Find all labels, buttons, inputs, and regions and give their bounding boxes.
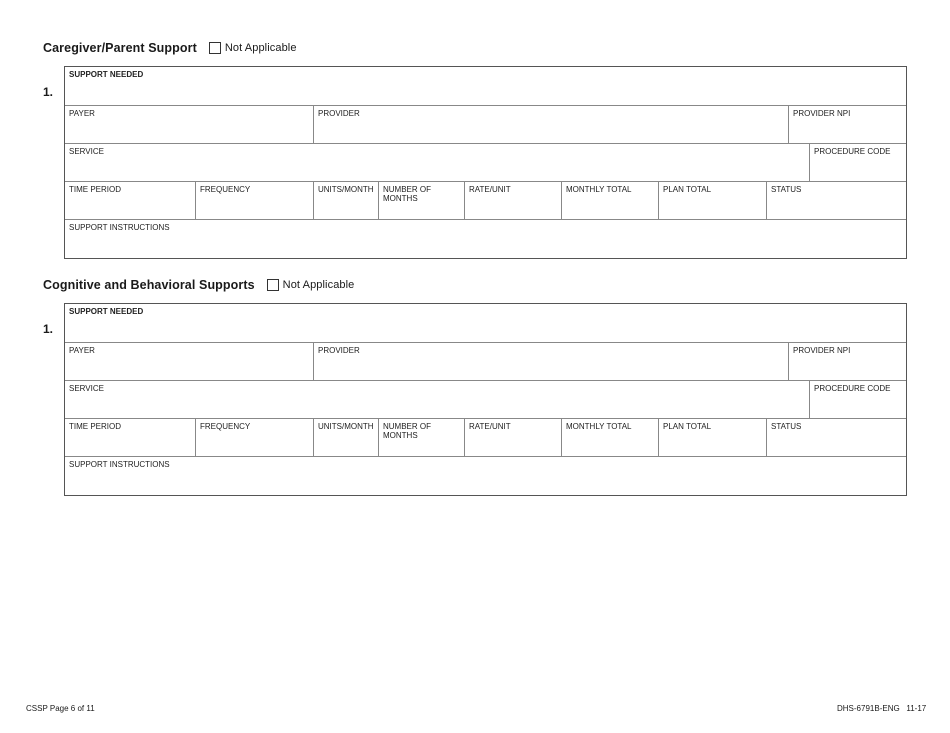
footer-page-number: CSSP Page 6 of 11 — [26, 704, 95, 713]
section-heading: Cognitive and Behavioral Supports — [43, 278, 255, 292]
rate-unit-field[interactable] — [464, 419, 561, 457]
provider-field[interactable] — [313, 106, 788, 144]
frequency-label: FREQUENCY — [200, 185, 251, 194]
support-instructions-label: SUPPORT INSTRUCTIONS — [69, 223, 170, 232]
plan-total-label: PLAN TOTAL — [663, 422, 712, 431]
footer-form-id: DHS-6791B-ENG 11-17 — [837, 704, 927, 713]
payer-field[interactable] — [65, 343, 313, 381]
number-of-months-field[interactable] — [378, 182, 464, 220]
rate-unit-field[interactable] — [464, 182, 561, 220]
status-field[interactable] — [766, 182, 906, 220]
number-of-months-label: NUMBER OF MONTHS — [383, 422, 431, 440]
row-time-period — [65, 418, 906, 457]
number-of-months-label: NUMBER OF MONTHS — [383, 185, 431, 203]
service-label: SERVICE — [69, 384, 104, 393]
not-applicable-label: Not Applicable — [282, 279, 355, 291]
row-service — [65, 143, 906, 182]
monthly-total-label: MONTHLY TOTAL — [566, 422, 632, 431]
time-period-label: TIME PERIOD — [69, 422, 122, 431]
plan-total-field[interactable] — [658, 182, 766, 220]
service-field[interactable] — [65, 381, 809, 419]
plan-total-field[interactable] — [658, 419, 766, 457]
row-payer — [65, 105, 906, 144]
monthly-total-label: MONTHLY TOTAL — [566, 185, 632, 194]
procedure-code-field[interactable] — [809, 144, 906, 182]
service-field[interactable] — [65, 144, 809, 182]
not-applicable-label: Not Applicable — [224, 42, 297, 54]
section-title-caregiver — [43, 41, 297, 55]
not-applicable-checkbox[interactable] — [209, 42, 221, 54]
provider-npi-label: PROVIDER NPI — [793, 109, 851, 118]
plan-total-label: PLAN TOTAL — [663, 185, 712, 194]
row-support-instructions — [65, 456, 906, 496]
provider-npi-field[interactable] — [788, 106, 906, 144]
time-period-label: TIME PERIOD — [69, 185, 122, 194]
row-time-period — [65, 181, 906, 220]
units-month-label: UNITS/MONTH — [318, 185, 374, 194]
payer-label: PAYER — [69, 346, 95, 355]
row-support-needed — [65, 67, 906, 105]
frequency-field[interactable] — [195, 182, 313, 220]
payer-label: PAYER — [69, 109, 95, 118]
provider-label: PROVIDER — [318, 109, 360, 118]
service-label: SERVICE — [69, 147, 104, 156]
procedure-code-field[interactable] — [809, 381, 906, 419]
status-label: STATUS — [771, 185, 802, 194]
not-applicable-option[interactable] — [209, 42, 297, 54]
support-needed-field[interactable] — [65, 67, 906, 105]
monthly-total-field[interactable] — [561, 182, 658, 220]
row-support-needed — [65, 304, 906, 342]
units-month-field[interactable] — [313, 182, 378, 220]
row-support-instructions — [65, 219, 906, 259]
frequency-field[interactable] — [195, 419, 313, 457]
frequency-label: FREQUENCY — [200, 422, 251, 431]
support-needed-label: SUPPORT NEEDED — [69, 307, 144, 316]
provider-label: PROVIDER — [318, 346, 360, 355]
section-title-cognitive — [43, 278, 354, 292]
support-instructions-field[interactable] — [65, 457, 906, 496]
support-needed-label: SUPPORT NEEDED — [69, 70, 144, 79]
support-instructions-label: SUPPORT INSTRUCTIONS — [69, 460, 170, 469]
row-payer — [65, 342, 906, 381]
item-number: 1. — [43, 322, 54, 336]
support-grid-caregiver — [64, 66, 907, 259]
provider-npi-label: PROVIDER NPI — [793, 346, 851, 355]
support-grid-cognitive — [64, 303, 907, 496]
procedure-code-label: PROCEDURE CODE — [814, 384, 891, 393]
units-month-label: UNITS/MONTH — [318, 422, 374, 431]
units-month-field[interactable] — [313, 419, 378, 457]
rate-unit-label: RATE/UNIT — [469, 422, 511, 431]
status-field[interactable] — [766, 419, 906, 457]
status-label: STATUS — [771, 422, 802, 431]
time-period-field[interactable] — [65, 182, 195, 220]
rate-unit-label: RATE/UNIT — [469, 185, 511, 194]
item-number: 1. — [43, 85, 54, 99]
not-applicable-option[interactable] — [267, 279, 355, 291]
number-of-months-field[interactable] — [378, 419, 464, 457]
provider-field[interactable] — [313, 343, 788, 381]
provider-npi-field[interactable] — [788, 343, 906, 381]
support-instructions-field[interactable] — [65, 220, 906, 259]
row-service — [65, 380, 906, 419]
support-needed-field[interactable] — [65, 304, 906, 342]
not-applicable-checkbox[interactable] — [267, 279, 279, 291]
time-period-field[interactable] — [65, 419, 195, 457]
monthly-total-field[interactable] — [561, 419, 658, 457]
section-heading: Caregiver/Parent Support — [43, 41, 197, 55]
procedure-code-label: PROCEDURE CODE — [814, 147, 891, 156]
payer-field[interactable] — [65, 106, 313, 144]
